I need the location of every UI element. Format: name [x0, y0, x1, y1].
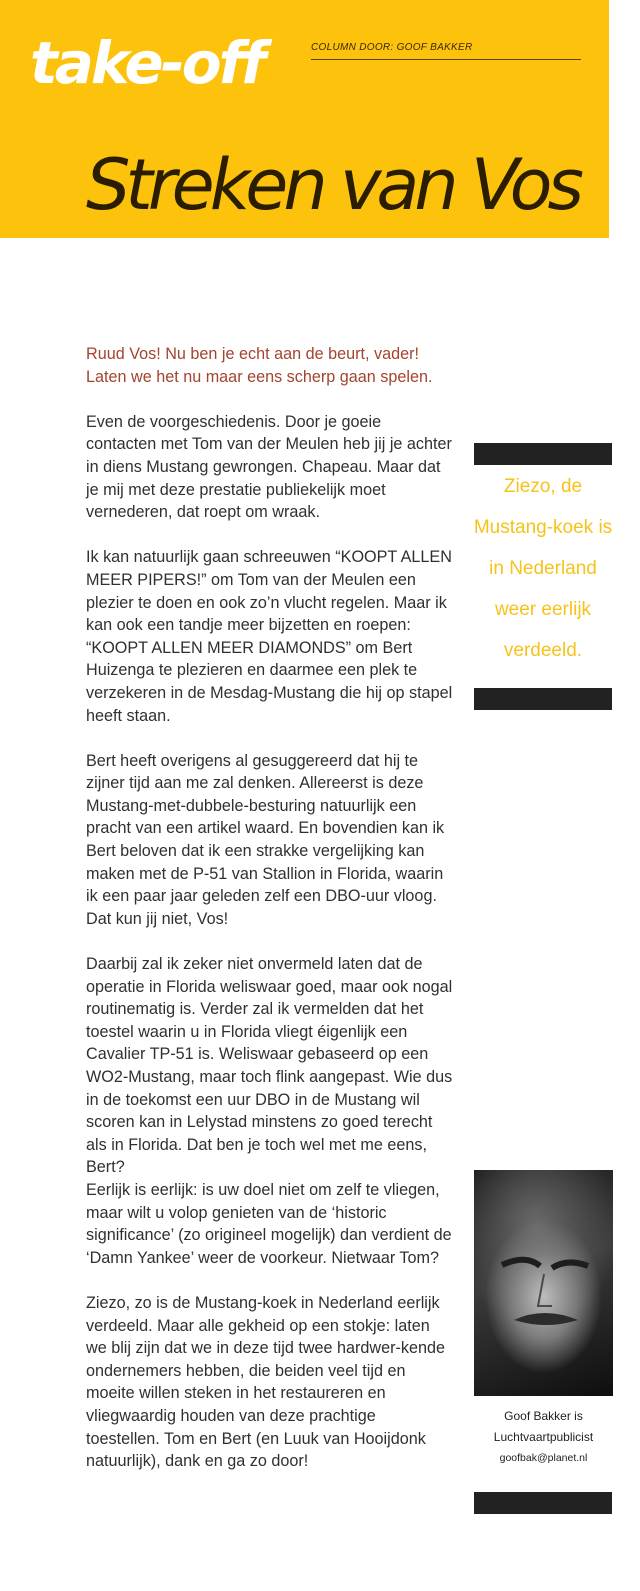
caption-bottom-bar: [474, 1492, 612, 1514]
pull-quote: Ziezo, de Mustang-koek is in Nederland weer eerlijk verdeeld.: [473, 476, 613, 661]
column-tag: take-off: [30, 29, 264, 97]
author-portrait-icon: [474, 1170, 613, 1396]
article-paragraph: Ziezo, zo is de Mustang-koek in Nederland eerlijk verdeeld. Maar alle gekheid op een stokje: laten we blij zijn dat we in deze tijd twee hardwer-kende ondernemers hebben, die beiden veel tijd en moeite willen steken in het restaureren en vliegwaardig houden van deze prachtige toestellen. Tom en Bert (en Luuk van Hooijdonk natuurlijk), dank en ga zo door!: [86, 1293, 446, 1471]
article-paragraph: Ik kan natuurlijk gaan schreeuwen “KOOPT ALLEN MEER PIPERS!” om Tom van der Meulen een plezier te doen en ook zo’n vlucht regelen. Maar ik kan ook een tandje meer bijzetten en roepen: “KOOPT ALLEN MEER DIAMONDS” om Bert Huizenga te plezieren en daarmee een plek te verzekeren in de Mesdag-Mustang die hij op stapel heeft staan.: [86, 548, 453, 725]
article-intro: Ruud Vos! Nu ben je echt aan de beurt, vader! Laten we het nu maar eens scherp gaan spelen.: [86, 345, 433, 386]
article-paragraph: Bert heeft overigens al gesuggereerd dat hij te zijner tijd aan me zal denken. Allereerst is deze Mustang-met-dubbele-besturing natuurlijk een pracht van een artikel waard. En bovendien kan ik Bert beloven dat ik een strakke vergelijking kan maken met de P-51 van Stallion in Florida, waarin ik een paar jaar geleden zelf een DBO-uur vloog. Dat kun jij niet, Vos!: [86, 751, 445, 928]
header-banner: [0, 0, 609, 238]
article-paragraph: Even de voorgeschiedenis. Door je goeie contacten met Tom van der Meulen heb jij je achter in diens Mustang gewrongen. Chapeau. Maar dat je mij met deze prestatie publiekelijk moet vernederen, dat roept om wraak.: [86, 412, 452, 522]
article-paragraph: Eerlijk is eerlijk: is uw doel niet om zelf te vliegen, maar wilt u volop genieten van de ‘historic significance’ (zo origineel mogelijk) dan verdient de ‘Damn Yankee’ weer de voorkeur. Nietwaar Tom?: [86, 1180, 452, 1267]
byline-rule: [311, 59, 581, 60]
article-paragraph: Daarbij zal ik zeker niet onvermeld laten dat de operatie in Florida weliswaar goed, maar ook nogal routinematig is. Verder zal ik vermelden dat het toestel waarin u in Florida vliegt éigenlijk een Cavalier TP-51 is. Weliswaar gebaseerd op een WO2-Mustang, maar toch flink aangepast. Wie dus in de toekomst een uur DBO in de Mustang wil scoren kan in Lelystad minstens zo goed terecht als in Florida. Dat ben je toch wel met me eens, Bert?: [86, 955, 453, 1177]
quote-top-bar: [474, 443, 612, 465]
article-headline: Streken van Vos: [86, 144, 579, 226]
article-body: [86, 343, 454, 1495]
column-byline: COLUMN DOOR: GOOF BAKKER: [311, 42, 473, 53]
caption-line: Goof Bakker is: [504, 1409, 583, 1423]
author-photo: [474, 1170, 613, 1396]
quote-bottom-bar: [474, 688, 612, 710]
caption-line: Luchtvaartpublicist: [493, 1430, 594, 1444]
author-email: goofbak@planet.nl: [499, 1452, 588, 1464]
author-caption: [474, 1406, 613, 1469]
